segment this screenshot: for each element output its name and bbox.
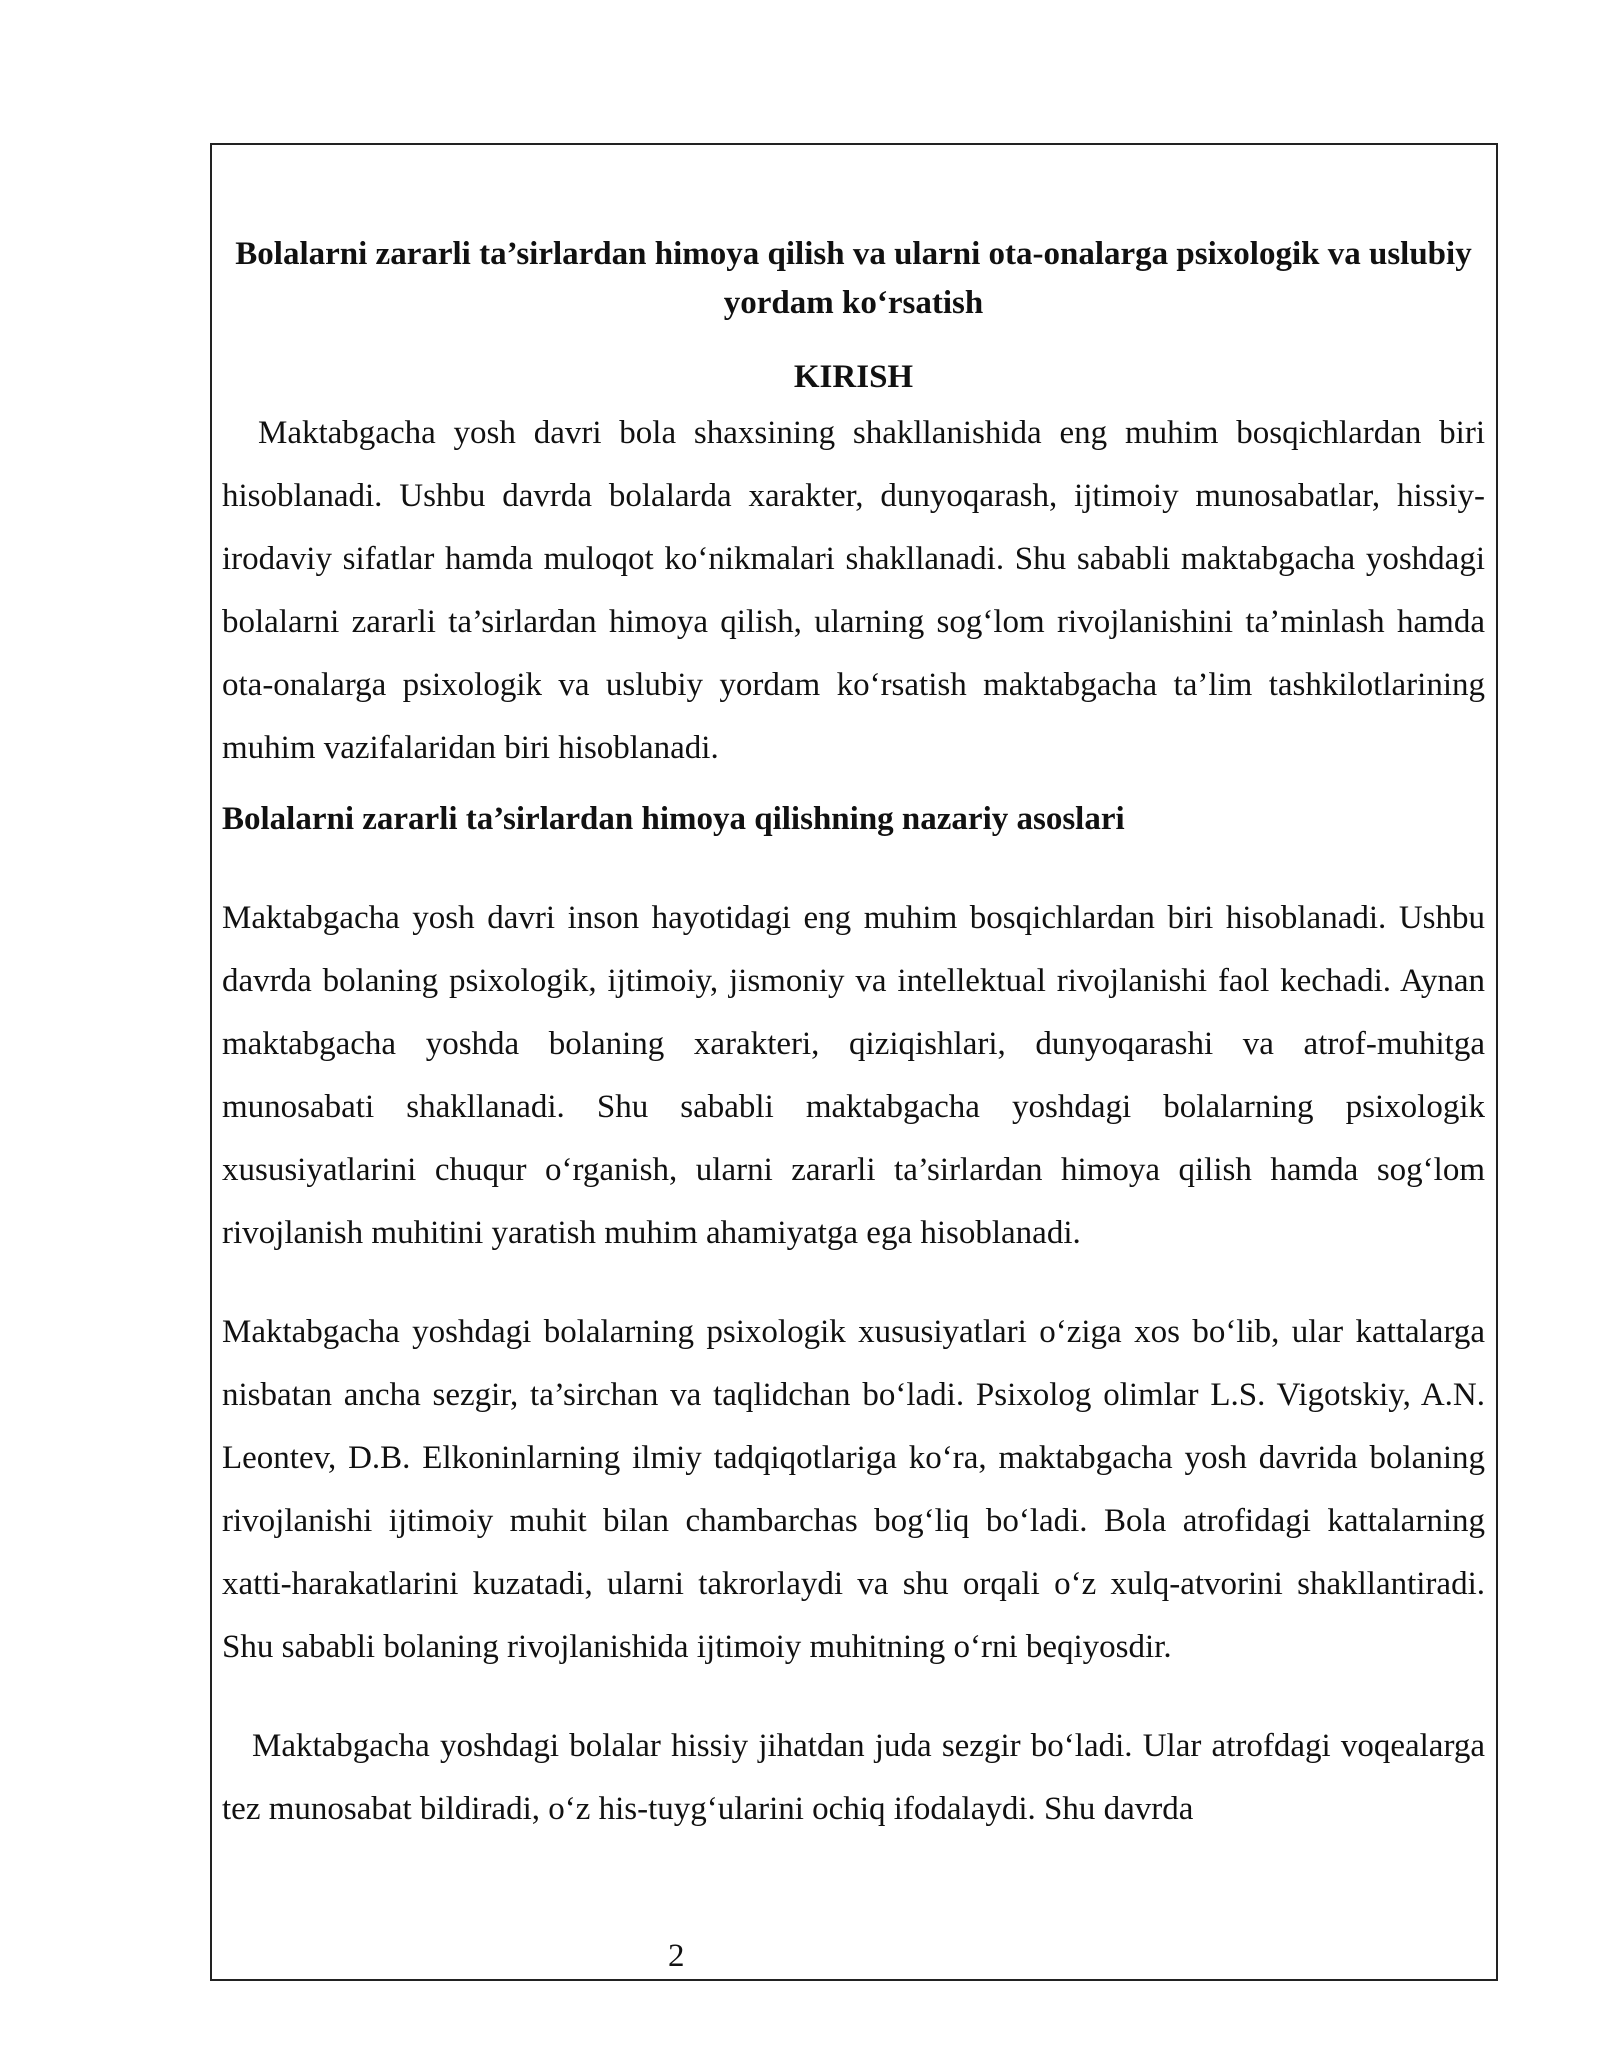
section-heading: KIRISH bbox=[793, 359, 914, 395]
section-subheading: Bolalarni zararli ta’sirlardan himoya qilishning nazariy asoslari bbox=[222, 801, 1125, 837]
body-paragraph: Maktabgacha yoshdagi bolalar hissiy jihatdan juda sezgir bo‘ladi. Ular atrofdagi voqealarga tez munosabat bildiradi, o‘z his-tuyg‘ularini ochiq ifodalaydi. Shu davrda bbox=[222, 1728, 1485, 1827]
page-number: 2 bbox=[668, 1938, 685, 1974]
body-paragraph: Maktabgacha yoshdagi bolalarning psixologik xususiyatlari o‘ziga xos bo‘lib, ular kattalarga nisbatan ancha sezgir, ta’sirchan va taqlidchan bo‘ladi. Psixolog olimlar L.S. Vigotskiy, A.N. Leontev, D.B. Elkoninlarning ilmiy tadqiqotlariga ko‘ra, maktabgacha yosh davrida bolaning rivojlanishi ijtimoiy muhit bilan chambarchas bog‘liq bo‘ladi. Bola atrofidagi kattalarning xatti-harakatlarini kuzatadi, ularni takrorlaydi va shu orqali o‘z xulq-atvorini shakllantiradi. Shu sababli bolaning rivojlanishida ijtimoiy muhitning o‘rni beqiyosdir. bbox=[222, 1314, 1485, 1665]
intro-paragraph: Maktabgacha yosh davri bola shaxsining shakllanishida eng muhim bosqichlardan biri hisoblanadi. Ushbu davrda bolalarda xarakter, dunyoqarash, ijtimoiy munosabatlar, hissiy-irodaviy sifatlar hamda muloqot ko‘nikmalari shakllanadi. Shu sababli maktabgacha yoshdagi bolalarni zararli ta’sirlardan himoya qilish, ularning sog‘lom rivojlanishini ta’minlash hamda ota-onalarga psixologik va uslubiy yordam ko‘rsatish maktabgacha ta’lim tashkilotlarining muhim vazifalaridan biri hisoblanadi. bbox=[222, 415, 1485, 766]
body-paragraph: Maktabgacha yosh davri inson hayotidagi eng muhim bosqichlardan biri hisoblanadi. Ushbu davrda bolaning psixologik, ijtimoiy, jismoniy va intellektual rivojlanishi faol kechadi. Aynan maktabgacha yoshda bolaning xarakteri, qiziqishlari, dunyoqarashi va atrof-muhitga munosabati shakllanadi. Shu sababli maktabgacha yoshdagi bolalarning psixologik xususiyatlarini chuqur o‘rganish, ularni zararli ta’sirlardan himoya qilish hamda sog‘lom rivojlanish muhitini yaratish muhim ahamiyatga ega hisoblanadi. bbox=[222, 900, 1485, 1251]
document-title: Bolalarni zararli ta’sirlardan himoya qilish va ularni ota-onalarga psixologik va uslubiy yordam ko‘rsatish bbox=[235, 236, 1472, 321]
document-body bbox=[222, 230, 1485, 1841]
